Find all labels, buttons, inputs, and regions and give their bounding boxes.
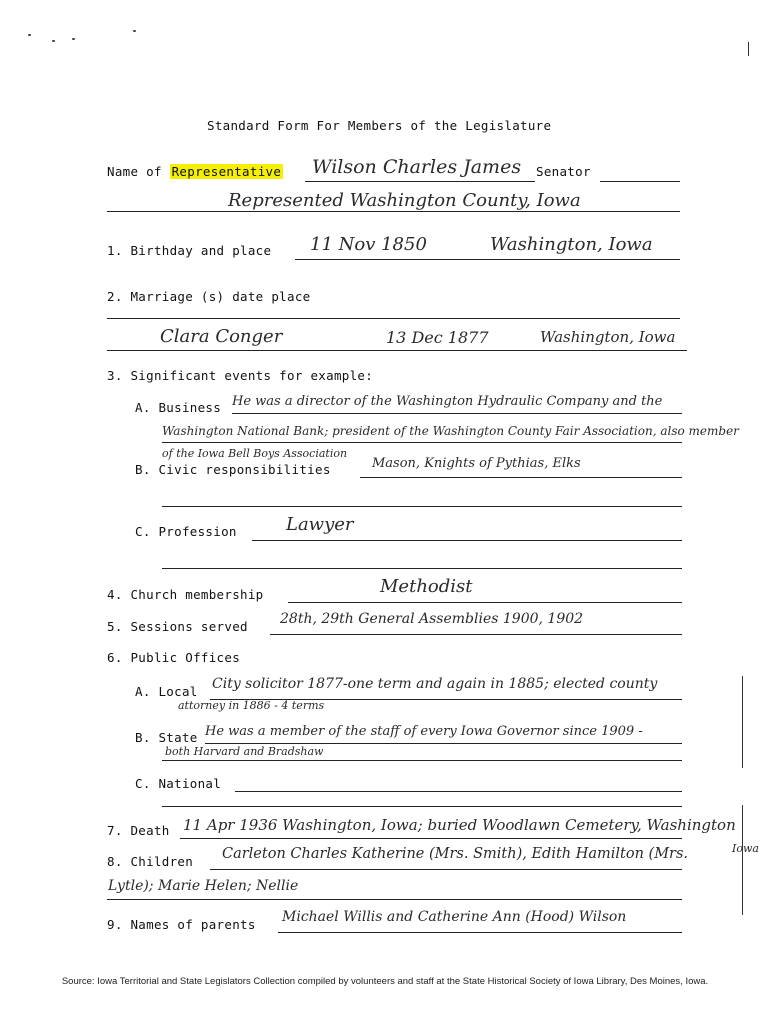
margin-bracket	[742, 676, 743, 768]
sessions-rule	[270, 634, 682, 635]
death-margin-note: Iowa	[732, 842, 759, 855]
parents-value: Michael Willis and Catherine Ann (Hood) Wilson	[282, 909, 627, 925]
profession-rule-2	[162, 568, 682, 569]
sessions-label: 5. Sessions served	[107, 619, 248, 634]
marriage-line-1	[107, 318, 680, 319]
business-label: A. Business	[135, 400, 222, 415]
margin-bracket-2	[742, 805, 743, 915]
church-label: 4. Church membership	[107, 587, 264, 602]
name-line	[305, 181, 535, 182]
sessions-value: 28th, 29th General Assemblies 1900, 1902	[280, 611, 584, 627]
senator-line	[600, 181, 680, 182]
business-rule-1	[232, 413, 682, 414]
marriage-label: 2. Marriage (s) date place	[107, 289, 311, 304]
national-label: C. National	[135, 776, 222, 791]
civic-rule-2	[162, 506, 682, 507]
state-line-1: He was a member of the staff of every Iowa Governor since 1909 -	[205, 724, 643, 739]
scan-edge-mark	[748, 42, 749, 56]
church-value: Methodist	[380, 576, 473, 597]
profession-value: Lawyer	[286, 514, 354, 535]
birthday-place: Washington, Iowa	[490, 234, 653, 255]
birthday-date: 11 Nov 1850	[310, 234, 427, 255]
parents-rule	[278, 932, 682, 933]
national-rule-2	[162, 806, 682, 807]
national-rule-1	[235, 791, 682, 792]
scan-speck	[72, 38, 75, 40]
offices-label: 6. Public Offices	[107, 650, 241, 665]
civic-label: B. Civic responsibilities	[135, 462, 331, 477]
marriage-date: 13 Dec 1877	[386, 328, 489, 347]
children-label: 8. Children	[107, 854, 194, 869]
church-rule	[288, 602, 682, 603]
children-rule	[210, 869, 682, 870]
business-line-3: of the Iowa Bell Boys Association	[162, 447, 348, 460]
business-rule-2	[162, 442, 682, 443]
marriage-place: Washington, Iowa	[540, 328, 676, 346]
local-label: A. Local	[135, 684, 198, 699]
state-line-2: both Harvard and Bradshaw	[165, 745, 324, 758]
local-line-2: attorney in 1886 - 4 terms	[178, 699, 325, 712]
civic-value: Mason, Knights of Pythias, Elks	[372, 456, 581, 471]
senator-label: Senator	[536, 164, 591, 179]
parents-label: 9. Names of parents	[107, 917, 256, 932]
local-line-1: City solicitor 1877-one term and again in 1885; elected county	[212, 676, 658, 692]
children-line-2: Lytle); Marie Helen; Nellie	[108, 878, 299, 894]
scan-speck	[52, 40, 55, 42]
children-rule-2	[107, 899, 682, 900]
form-title: Standard Form For Members of the Legislature	[207, 118, 552, 133]
source-caption: Source: Iowa Territorial and State Legislators Collection compiled by volunteers and staff at the State Historical Society of Iowa Library, Des Moines, Iowa.	[61, 976, 709, 987]
marriage-spouse: Clara Conger	[160, 326, 283, 347]
business-line-2: Washington National Bank; president of the Washington County Fair Association, also member	[162, 424, 739, 438]
birthday-line	[295, 259, 680, 260]
children-line-1: Carleton Charles Katherine (Mrs. Smith), Edith Hamilton (Mrs.	[222, 846, 689, 862]
scan-speck	[133, 30, 136, 32]
name-label-prefix: Name of	[107, 164, 162, 179]
profession-label: C. Profession	[135, 524, 237, 539]
representative-highlight: Representative	[171, 164, 282, 179]
profession-rule-1	[252, 540, 682, 541]
death-rule	[180, 838, 682, 839]
birthday-label: 1. Birthday and place	[107, 243, 272, 258]
death-label: 7. Death	[107, 823, 170, 838]
state-label: B. State	[135, 730, 198, 745]
events-label: 3. Significant events for example:	[107, 368, 374, 383]
civic-rule-1	[360, 477, 682, 478]
state-rule-2	[162, 760, 682, 761]
death-value: 11 Apr 1936 Washington, Iowa; buried Woodlawn Cemetery, Washington	[183, 816, 736, 834]
scan-speck	[28, 34, 31, 36]
represented-value: Represented Washington County, Iowa	[228, 190, 581, 211]
represented-line	[107, 211, 680, 212]
business-line-1: He was a director of the Washington Hydraulic Company and the	[232, 394, 663, 409]
state-rule	[205, 743, 682, 744]
name-value: Wilson Charles James	[312, 156, 522, 178]
marriage-line-2	[107, 350, 687, 351]
name-label	[107, 164, 283, 179]
